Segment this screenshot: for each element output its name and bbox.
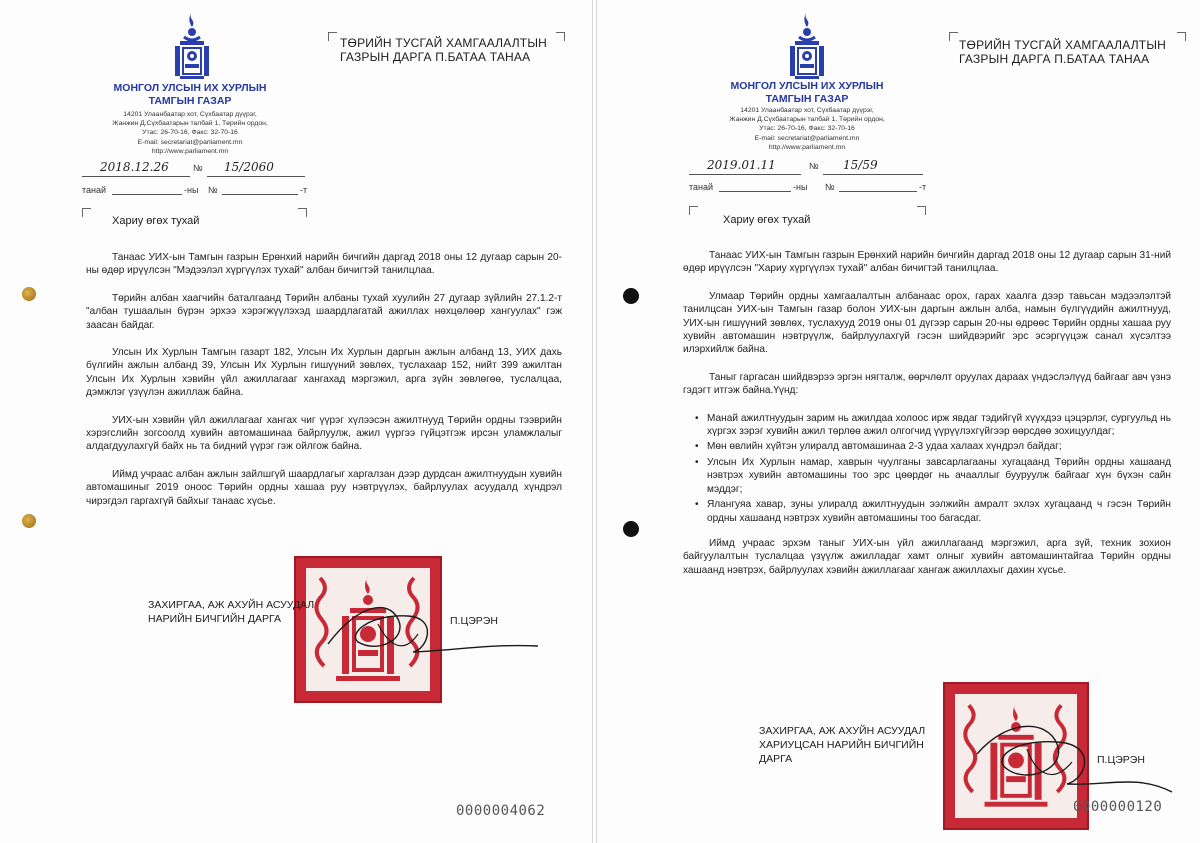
number-underline bbox=[207, 176, 305, 177]
body-paragraph: Иймд учраас эрхэм таныг УИХ-ын үйл ажиллагаанд мэргэжил, арга зүй, техник зохион байгуулалтын туслалцаа үзүүлж ажилладаг хамт олныг хувийн автомашинтайгаа Төрийн ордны хашаанд нэвтрэх, байрлуулах хэвийн ажиллагааг хангаж ажиллахыг дахин хүсье. bbox=[683, 537, 1171, 576]
body-paragraph: Төрийн албан хаагчийн баталгаанд Төрийн албаны тухай хуулийн 27 дугаар зүйлийн 27.1.2-т "албан тушаалын бүрэн эрхээ хэрэгжүүлэхэд шаардлагатай ажиллах нөхцөлөөр хангуулах" гэж заасан байдаг. bbox=[86, 292, 562, 331]
signatory-title: ЗАХИРГАА, АЖ АХУЙН АСУУДАЛ ХАРИУЦСАН НАРИЙН БИЧГИЙН ДАРГА bbox=[759, 725, 926, 765]
org-name-line: МОНГОЛ УЛСЫН ИХ ХУРЛЫН bbox=[113, 82, 267, 94]
reference-date-line bbox=[719, 191, 791, 192]
number-underline bbox=[823, 174, 923, 175]
reference-t-label: -т bbox=[919, 182, 927, 192]
registration-date: 2018.12.26 bbox=[100, 160, 169, 174]
body-paragraph: Улсын Их Хурлын Тамгын газарт 182, Улсын Их Хурлын даргын ажлын албанд 13, УИХ дахь бүлгийн ажлын албанд 39, Улсын Их Хурлын гишүүний зөвлөх, туслахаар 152, нийт 399 ажилтан Улсын Их Хурлын хэвийн үйл ажиллагааг хангахад мэргэжил, арга зүйн зөвлөгөө, туслалцаа, дэмжлэг үзүүлэн ажиллаж байна. bbox=[86, 347, 562, 399]
number-label: № bbox=[193, 163, 203, 173]
body-paragraph: Иймд учраас албан ажлын зайлшгүй шаардлагыг харгалзан дээр дурдсан ажилтнуудын хувийн автомашиныг 2019 оноос Төрийн ордны хашаа руу нэвтрүүлэх, байрлуулах асуудалд хүндрэл чирэгдэл гаргахгүй байхыг танаас хүсье. bbox=[86, 468, 562, 507]
address-corner-mark bbox=[556, 32, 565, 41]
recipient-address: ТӨРИЙН ТУСГАЙ ХАМГААЛАЛТЫН ГАЗРЫН ДАРГА П.БАТАА ТАНАА bbox=[959, 38, 1167, 66]
document-serial-number: 0000004062 bbox=[456, 803, 546, 819]
recipient-address: ТӨРИЙН ТУСГАЙ ХАМГААЛАЛТЫН ГАЗРЫН ДАРГА П.БАТАА ТАНАА bbox=[340, 36, 548, 64]
org-name-line: ТАМГЫН ГАЗАР bbox=[765, 93, 849, 105]
org-name-line: МОНГОЛ УЛСЫН ИХ ХУРЛЫН bbox=[730, 80, 884, 92]
reference-number-line bbox=[222, 194, 298, 195]
body-paragraph: Танаас УИХ-ын Тамгын газрын Ерөнхий нарийн бичгийн даргад 2018 оны 12 дугаар сарын 20-ны өдөр ирүүлсэн "Мэдээлэл хүргүүлэх тухай" албан бичигтэй танилцлаа. bbox=[86, 252, 562, 277]
signatory-title: ЗАХИРГАА, АЖ АХУЙН АСУУДАЛ НАРИЙН БИЧГИЙН ДАРГА bbox=[148, 599, 315, 625]
letter-subject: Хариу өгөх тухай bbox=[723, 214, 811, 226]
letter-body bbox=[86, 251, 562, 522]
document-serial-number: 0000000120 bbox=[1073, 799, 1163, 815]
reference-date-line bbox=[112, 194, 182, 195]
address-corner-mark bbox=[949, 32, 958, 41]
org-name-line: ТАМГЫН ГАЗАР bbox=[148, 95, 232, 107]
reference-number-label: № bbox=[825, 182, 835, 192]
reference-t-label: -т bbox=[300, 185, 308, 195]
address-corner-mark bbox=[1177, 32, 1186, 41]
date-underline bbox=[689, 174, 801, 175]
reference-number-label: № bbox=[208, 185, 218, 195]
number-label: № bbox=[809, 161, 819, 171]
body-paragraph: Улмаар Төрийн ордны хамгаалалтын албанаас орох, гарах хаалга дээр тавьсан мэдээлэлтэй танилцсан УИХ-ын Тамгын газар болон УИХ-ын даргын ажлын алба, намын бүлгүүдийн ажилтнууд, УИХ-ын гишүүний зөвлөх, туслахууд 2019 оны 01 дүгээр сарын 20-ны өдрөөс Төрийн ордны хашаа руу хувийн автомашин нэвтрүүлж, байрлуулахгүй гэсэн шийдвэрийг эрс эсэргүүцэж санал хүсэлтээ илэрхийлж байна. bbox=[683, 290, 1171, 356]
subject-corner-mark bbox=[82, 208, 91, 217]
organization-address: 14201 Улаанбаатар хот, Сүхбаатар дүүрэг, Жанжин Д.Сүхбаатарын талбай 1, Төрийн ордон, Утас: 26-70-16, Факс: 32-70-16 E-mail: secretariat@parliament.mn http://www.parliament.mn bbox=[112, 111, 268, 155]
body-paragraph: Танаас УИХ-ын Тамгын газрын Ерөнхий нарийн бичгийн даргад 2018 оны 12 дугаар сарын 31-ний өдөр ирүүлсэн "Хариу хүргүүлэх тухай" албан бичигтэй танилцлаа. bbox=[683, 250, 1171, 275]
soyombo-emblem-icon bbox=[787, 10, 827, 80]
soyombo-emblem-icon bbox=[172, 10, 212, 80]
registration-number: 15/2060 bbox=[224, 160, 274, 174]
reference-nyi-label: -ны bbox=[793, 182, 808, 192]
reference-tanai-label: танай bbox=[82, 185, 107, 195]
punch-hole bbox=[623, 288, 639, 304]
list-item: • Ялангуяа хавар, зуны улиралд ажилтнуудын ээлжийн амралт эхлэх хугацаанд ч гэсэн Төрийн ордны хашаанд нэвтрэх хувийн автомашины тоо багасдаг. bbox=[695, 498, 1171, 525]
organization-name bbox=[90, 82, 290, 108]
signer-name: П.ЦЭРЭН bbox=[450, 615, 498, 627]
subject-corner-mark bbox=[689, 206, 698, 215]
punch-hole bbox=[22, 287, 36, 301]
registration-date: 2019.01.11 bbox=[707, 158, 776, 172]
list-item: • Мөн өвлийн хүйтэн улиралд автомашинаа 2-3 удаа халаах хүндрэл байдаг; bbox=[695, 440, 1171, 453]
organization-name bbox=[707, 80, 907, 106]
reference-nyi-label: -ны bbox=[184, 185, 199, 195]
handwritten-signature bbox=[318, 594, 548, 674]
reference-tanai-label: танай bbox=[689, 182, 714, 192]
body-paragraph: УИХ-ын хэвийн үйл ажиллагааг хангах чиг үүрэг хүлээсэн ажилтнууд Төрийн ордны тээврийн хэрэгслийн зогсоолд хувийн автомашинаа байрлуулж, ажил үүргээ гүйцэтгэж ирсэн уламжлалыг алдагдуулахгүй байх нь та бидний үүрэг гэж ойлгож байна. bbox=[86, 414, 562, 453]
punch-hole bbox=[22, 514, 36, 528]
list-item: • Улсын Их Хурлын намар, хаврын чуулганы завсарлагааны хугацаанд Төрийн ордны хашаанд нэвтрэх хувийн автомашины тоо эрс цөөрдөг нь ачааллыг бууруулж байгааг хүн бүхэн сайн мэддэг; bbox=[695, 456, 1171, 496]
signer-name: П.ЦЭРЭН bbox=[1097, 754, 1145, 766]
reference-number-line bbox=[839, 191, 917, 192]
reasons-list bbox=[683, 412, 1171, 525]
subject-corner-mark bbox=[298, 208, 307, 217]
registration-number: 15/59 bbox=[843, 158, 878, 172]
letter-page-right bbox=[596, 0, 1200, 843]
list-item: • Манай ажилтнуудын зарим нь ажилдаа холоос ирж явдаг тэдийгүй хүүхдээ цэцэрлэг, сургуульд нь хүргэх зэрэг хувийн ажил төрлөө ажил олгогчид үүрүүлэхгүйгээр өөрсдөө зохицуулдаг; bbox=[695, 412, 1171, 439]
organization-address: 14201 Улаанбаатар хот, Сүхбаатар дүүрэг, Жанжин Д.Сүхбаатарын талбай 1, Төрийн ордон, Утас: 26-70-16, Факс: 32-70-16 E-mail: secretariat@parliament.mn http://www.parliament.mn bbox=[729, 107, 885, 151]
letter-body bbox=[683, 249, 1171, 591]
letter-subject: Хариу өгөх тухай bbox=[112, 215, 200, 227]
address-corner-mark bbox=[328, 32, 337, 41]
letter-page-left bbox=[0, 0, 593, 843]
date-underline bbox=[82, 176, 190, 177]
subject-corner-mark bbox=[917, 206, 926, 215]
body-paragraph: Таныг гаргасан шийдвэрээ эргэн нягталж, өөрчлөлт оруулах дараах үндэслэлүүд байгааг авч үзнэ гэдэгт итгэж байна.Үүнд: bbox=[683, 371, 1171, 397]
punch-hole bbox=[623, 521, 639, 537]
